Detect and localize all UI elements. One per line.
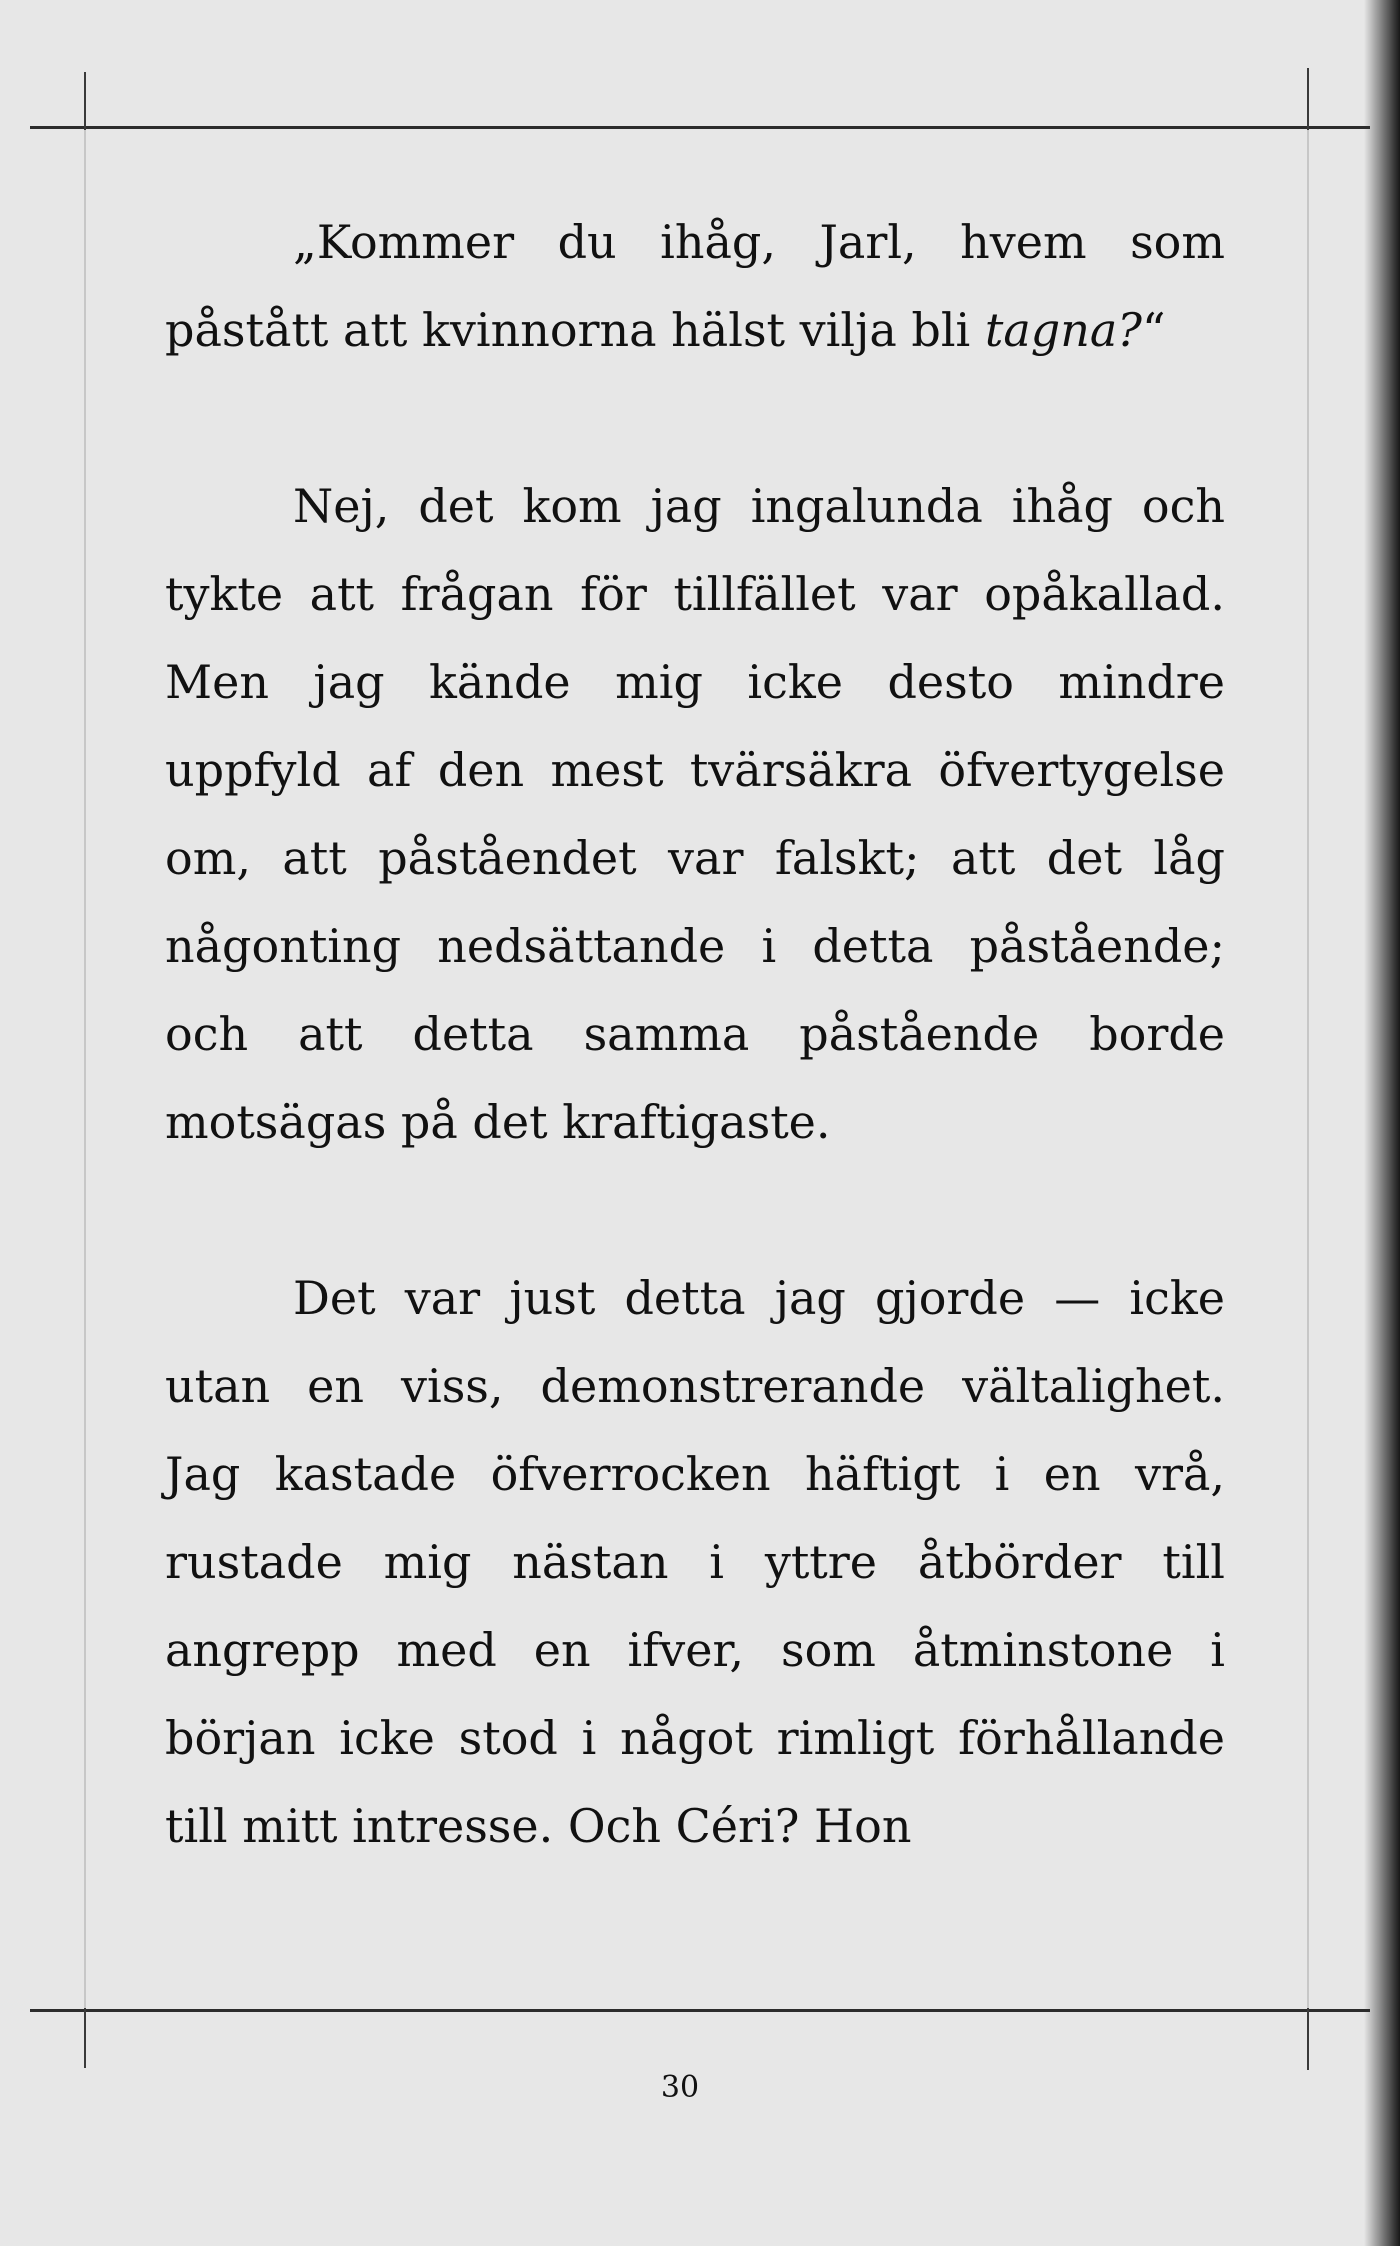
page-edge-shadow	[1364, 0, 1400, 2246]
left-top-rule	[84, 72, 86, 130]
left-frame-rule	[84, 126, 86, 2010]
top-rule	[30, 126, 1370, 129]
right-top-rule	[1307, 68, 1309, 130]
right-bottom-rule	[1307, 2008, 1309, 2070]
paragraph-1-emphasis: tagna?	[984, 303, 1142, 357]
paragraph-1-text: „Kommer du ihåg, Jarl, hvem som påstått att kvinnorna hälst vilja bli	[165, 215, 1225, 357]
right-frame-rule	[1307, 126, 1309, 2010]
paragraph-1-closing-quote: “	[1141, 303, 1166, 357]
bottom-rule	[30, 2009, 1370, 2012]
page-text	[165, 198, 1225, 1870]
paragraph-3	[165, 1254, 1225, 1870]
page-number: 30	[660, 2070, 700, 2105]
paragraph-1	[165, 198, 1225, 374]
left-bottom-rule	[84, 2008, 86, 2068]
paragraph-2	[165, 462, 1225, 1166]
paragraph-2-text: Nej, det kom jag ingalunda ihåg och tykte att frågan för tillfället var opåkallad. Men jag kände mig icke desto mindre uppfyld af den mest tvärsäkra öfvertygelse om, att påståendet var falskt; att det låg någonting nedsättande i detta påstående; och att detta samma påstående borde motsägas på det kraftigaste.	[165, 479, 1225, 1149]
paragraph-3-text: Det var just detta jag gjorde — icke utan en viss, demonstrerande vältalighet. Jag kastade öfverrocken häftigt i en vrå, rustade mig nästan i yttre åtbörder till angrepp med en ifver, som åtminstone i början icke stod i något rimligt förhållande till mitt intresse. Och Céri? Hon	[165, 1271, 1225, 1853]
